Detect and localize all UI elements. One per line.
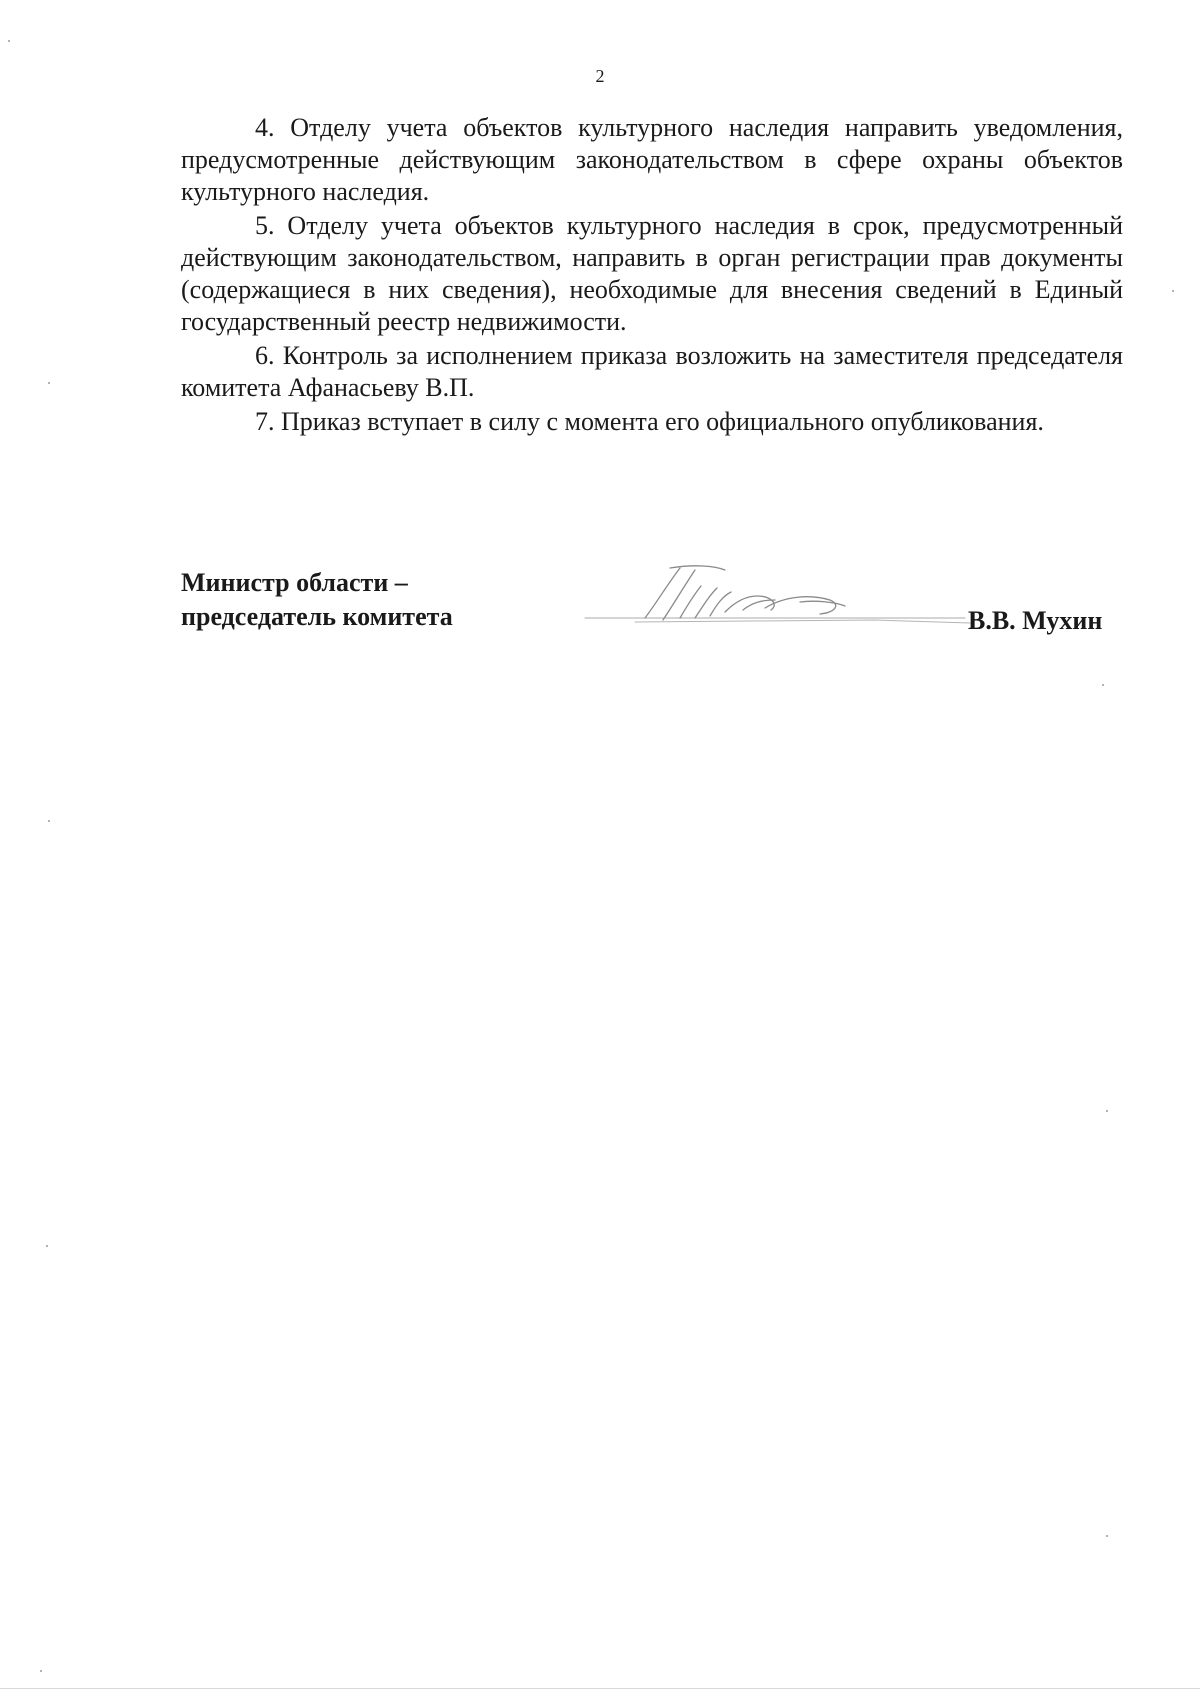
paragraph-6: 6. Контроль за исполнением приказа возложить на заместителя председателя комитета Афанасьеву В.П.	[181, 341, 1123, 402]
scan-speck	[46, 1245, 48, 1247]
scan-speck	[40, 1670, 42, 1672]
scan-speck	[8, 40, 10, 42]
paragraph-5: 5. Отделу учета объектов культурного наследия в срок, предусмотренный действующим законодательством, направить в орган регистрации прав документы (содержащиеся в них сведения), необходимые для внесения сведений в Единый государственный реестр недвижимости.	[181, 211, 1123, 336]
signatory-position-line-2: председатель комитета	[181, 602, 453, 631]
document-body	[181, 112, 1123, 440]
scan-speck	[48, 382, 50, 384]
paragraph-7: 7. Приказ вступает в силу с момента его официального опубликования.	[255, 407, 1044, 436]
scan-edge-line	[0, 1688, 1200, 1689]
signatory-name: В.В. Мухин	[968, 606, 1103, 635]
signatory-position	[181, 566, 453, 634]
scan-speck	[1106, 1535, 1108, 1537]
scan-speck	[1106, 1110, 1108, 1112]
scan-speck	[48, 820, 50, 822]
paragraph-4: 4. Отделу учета объектов культурного наследия направить уведомления, предусмотренные действующим законодательством в сфере охраны объектов культурного наследия.	[181, 113, 1123, 206]
scan-speck	[1102, 684, 1104, 686]
handwritten-signature	[575, 560, 975, 640]
signatory-position-line-1: Министр области –	[181, 568, 408, 597]
scan-speck	[1172, 290, 1174, 292]
page-number: 2	[595, 66, 605, 86]
